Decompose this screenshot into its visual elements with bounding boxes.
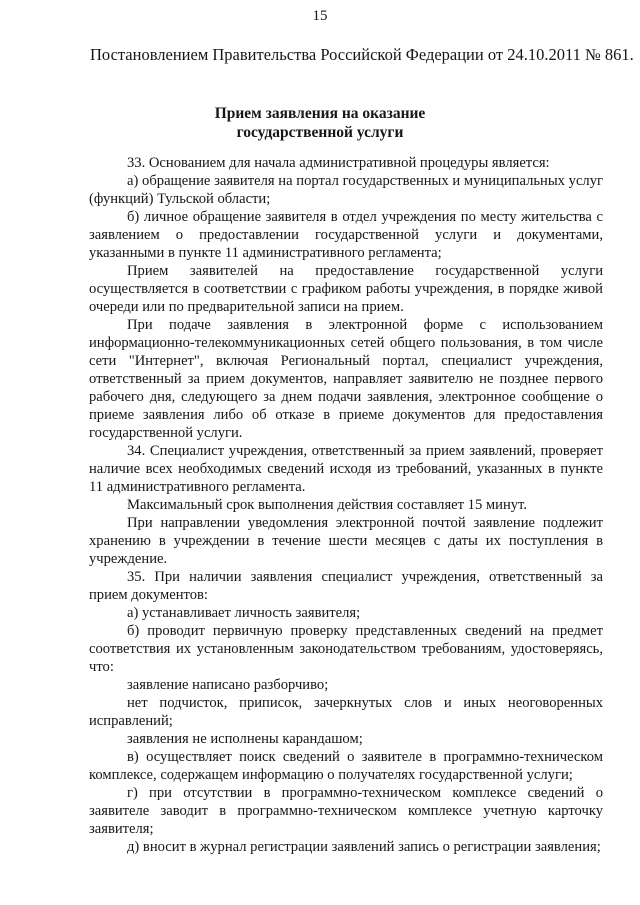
section-heading <box>0 104 640 142</box>
paragraph: заявления не исполнены карандашом; <box>127 731 363 747</box>
paragraph: При подаче заявления в электронной форме с использованием информационно-телекоммуникационных сетей общего пользования, в том числе сети "Интернет", включая Региональный портал, специалист учреждения, ответственный за прием документов, направляет заявителю не позднее первого рабочего дня, следующего за днем подачи заявления, электронное сообщение о приеме заявления либо об отказе в приеме документов для предоставления государственной услуги. <box>89 317 603 441</box>
paragraph: При направлении уведомления электронной почтой заявление подлежит хранению в учреждении в течение шести месяцев с даты их поступления в учреждение. <box>89 515 603 567</box>
document-body <box>89 154 603 856</box>
paragraph: заявление написано разборчиво; <box>127 677 329 693</box>
paragraph: д) вносит в журнал регистрации заявлений запись о регистрации заявления; <box>127 839 601 855</box>
paragraph: Максимальный срок выполнения действия составляет 15 минут. <box>127 497 527 513</box>
paragraph: а) устанавливает личность заявителя; <box>127 605 361 621</box>
paragraph: б) личное обращение заявителя в отдел учреждения по месту жительства с заявлением о предоставлении государственной услуги и документами, указанными в пункте 11 административного регламента; <box>89 209 603 261</box>
heading-line-2: государственной услуги <box>236 124 404 141</box>
paragraph: Прием заявителей на предоставление государственной услуги осуществляется в соответствии с графиком работы учреждения, в порядке живой очереди или по предварительной записи на прием. <box>89 263 603 315</box>
paragraph: а) обращение заявителя на портал государственных и муниципальных услуг (функций) Тульской области; <box>89 173 603 207</box>
intro-line: Постановлением Правительства Российской Федерации от 24.10.2011 № 861. <box>90 45 634 64</box>
paragraph: б) проводит первичную проверку представленных сведений на предмет соответствия их установленным законодательством требованиям, удостоверяясь, что: <box>89 623 603 675</box>
paragraph: в) осуществляет поиск сведений о заявителе в программно-техническом комплексе, содержащем информацию о получателях государственной услуги; <box>89 749 603 783</box>
heading-line-1: Прием заявления на оказание <box>214 105 426 122</box>
paragraph: 34. Специалист учреждения, ответственный за прием заявлений, проверяет наличие всех необходимых сведений исходя из требований, указанных в пункте 11 административного регламента. <box>89 443 603 495</box>
paragraph: 35. При наличии заявления специалист учреждения, ответственный за прием документов: <box>89 569 603 603</box>
paragraph: 33. Основанием для начала административной процедуры является: <box>127 155 550 171</box>
paragraph: нет подчисток, приписок, зачеркнутых слов и иных неоговоренных исправлений; <box>89 695 603 729</box>
page-number: 15 <box>312 8 328 24</box>
paragraph: г) при отсутствии в программно-техническом комплексе сведений о заявителе заводит в программно-техническом комплексе учетную карточку заявителя; <box>89 785 603 837</box>
